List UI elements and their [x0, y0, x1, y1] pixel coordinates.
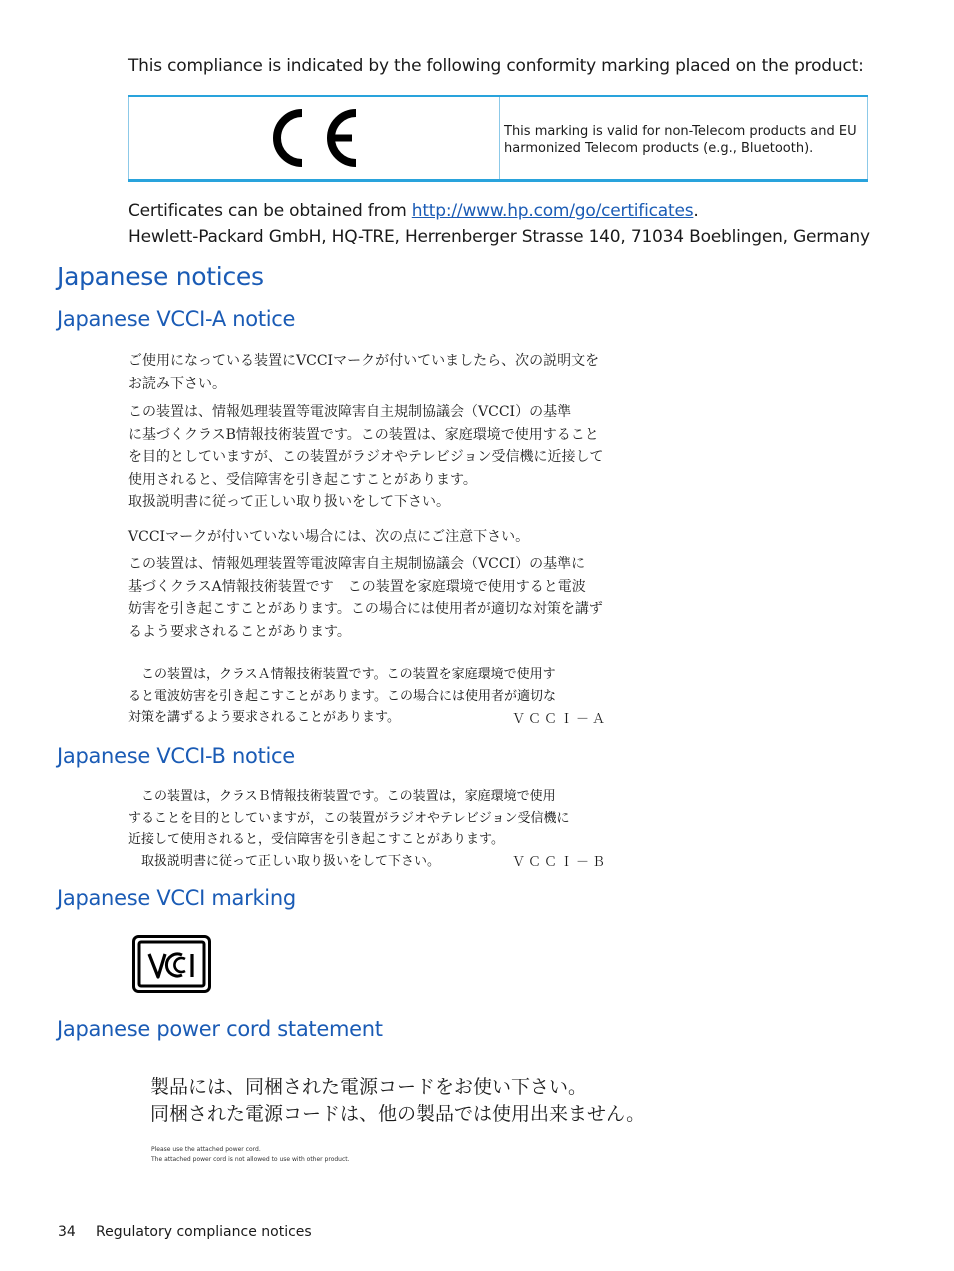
- text-line: 基づくクラスA情報技術装置です この装置を家庭環境で使用すると電波: [128, 578, 586, 595]
- heading-power-cord: Japanese power cord statement: [57, 1017, 383, 1041]
- text-line: 取扱説明書に従って正しい取り扱いをして下さい。: [128, 853, 441, 869]
- text-line: 近接して使用されると，受信障害を引き起こすことがあります。: [128, 832, 504, 847]
- heading-vcci-a: Japanese VCCI-A notice: [57, 307, 296, 331]
- text-line: この装置は、情報処理装置等電波障害自主規制協議会（VCCI）の基準に: [128, 556, 586, 572]
- text-line: この装置は，クラスＡ情報技術装置です。この装置を家庭環境で使用す: [128, 667, 556, 682]
- power-cord-en-text: [151, 1145, 350, 1165]
- section-title-japanese-notices: Japanese notices: [57, 262, 264, 291]
- text-line: VCCIマークが付いていない場合には、次の点にご注意下さい。: [128, 529, 530, 545]
- ce-logo-cell: [128, 97, 500, 179]
- heading-vcci-b: Japanese VCCI-B notice: [57, 744, 295, 768]
- vcci-a-tag: ＶＣＣＩ－Ａ: [512, 712, 609, 727]
- intro-text: This compliance is indicated by the following conformity marking placed on the product:: [128, 56, 864, 76]
- vcci-a-block-5: [128, 664, 556, 729]
- vcci-a-block-4: [128, 553, 603, 643]
- text-line: ると電波妨害を引き起こすことがあります。この場合には使用者が適切な: [128, 688, 556, 704]
- power-cord-jp-text: [150, 1074, 645, 1128]
- text-line: 取扱説明書に従って正しい取り扱いをして下さい。: [128, 494, 450, 510]
- text-line: に基づくクラスB情報技術装置です。この装置は、家庭環境で使用すること: [128, 426, 599, 443]
- text-line: 妨害を引き起こすことがあります。この場合には使用者が適切な対策を講ず: [128, 601, 603, 617]
- certificates-line: [128, 198, 699, 224]
- vcci-a-block-1: [128, 350, 599, 395]
- text-line: Please use the attached power cord.: [151, 1146, 261, 1153]
- text-line: この装置は，クラスＢ情報技術装置です。この装置は，家庭環境で使用: [128, 789, 556, 804]
- ce-description: This marking is valid for non-Telecom products and EU harmonized Telecom products (e.g., Bluetooth).: [504, 124, 857, 156]
- heading-vcci-marking: Japanese VCCI marking: [57, 886, 296, 910]
- vcci-b-tag: ＶＣＣＩ－Ｂ: [512, 855, 609, 870]
- text-line: 使用されると、受信障害を引き起こすことがあります。: [128, 471, 477, 488]
- certificates-suffix: .: [693, 201, 699, 221]
- text-line: この装置は、情報処理装置等電波障害自主規制協議会（VCCI）の基準: [128, 404, 572, 420]
- text-line: お読み下さい。: [128, 375, 226, 392]
- ce-mark-icon: [264, 105, 364, 171]
- certificates-prefix: Certificates can be obtained from: [128, 201, 412, 221]
- certificates-link[interactable]: http://www.hp.com/go/certificates: [411, 201, 694, 221]
- vcci-b-block: [128, 786, 569, 872]
- text-line: することを目的としていますが，この装置がラジオやテレビジョン受信機に: [128, 810, 570, 826]
- text-line: ご使用になっている装置にVCCIマークが付いていましたら、次の説明文を: [128, 353, 600, 369]
- vcci-a-block-3: [128, 526, 529, 549]
- text-line: を目的としていますが、この装置がラジオやテレビジョン受信機に近接して: [128, 449, 604, 465]
- ce-marking-table: [128, 95, 868, 182]
- page-number: 34: [58, 1224, 76, 1240]
- text-line: るよう要求されることがあります。: [128, 623, 351, 640]
- vcci-a-block-2: [128, 401, 603, 514]
- ce-description-cell: [500, 97, 868, 179]
- text-line: 対策を講ずるよう要求されることがあります。: [128, 710, 400, 725]
- text-line: The attached power cord is not allowed to use with other product.: [151, 1156, 350, 1163]
- vcci-logo-icon: [132, 935, 211, 993]
- hp-address: Hewlett-Packard GmbH, HQ-TRE, Herrenberger Strasse 140, 71034 Boeblingen, Germany: [128, 227, 870, 247]
- text-line: 製品には、同梱された電源コードをお使い下さい。: [150, 1076, 588, 1098]
- text-line: 同梱された電源コードは、他の製品では使用出来ません。: [150, 1103, 646, 1125]
- footer-section-title: Regulatory compliance notices: [96, 1224, 312, 1240]
